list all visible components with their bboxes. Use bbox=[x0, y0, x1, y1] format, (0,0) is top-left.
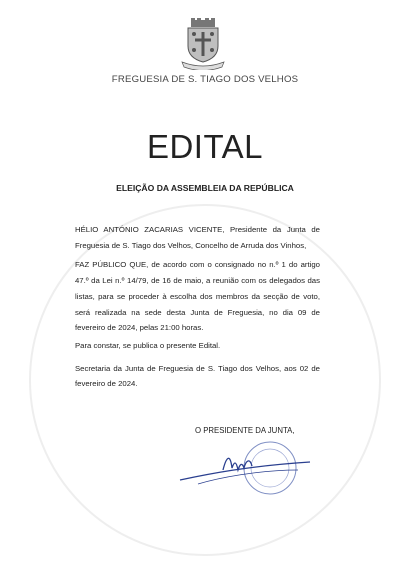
paragraph-place-date: Secretaria da Junta de Freguesia de S. Tiago dos Velhos, aos 02 de fevereiro de 2024. bbox=[75, 363, 320, 389]
handwritten-signature bbox=[178, 440, 318, 500]
paragraph-publication: Para constar, se publica o presente Edital. bbox=[75, 340, 221, 350]
document-subtitle: ELEIÇÃO DA ASSEMBLEIA DA REPÚBLICA bbox=[116, 183, 294, 193]
organization-name: FREGUESIA DE S. TIAGO DOS VELHOS bbox=[111, 74, 299, 85]
document-body bbox=[75, 222, 320, 392]
paragraph-intro: HÉLIO ANTÓNIO ZACARIAS VICENTE, Presidente da Junta de Freguesia de S. Tiago dos Velhos, Concelho de Arruda dos Vinhos, bbox=[75, 225, 320, 250]
signatory-label: O PRESIDENTE DA JUNTA, bbox=[195, 426, 295, 435]
document-title: EDITAL bbox=[146, 128, 264, 165]
parish-coat-of-arms-icon bbox=[178, 18, 228, 70]
paragraph-announcement: FAZ PÚBLICO QUE, de acordo com o consignado no n.º 1 do artigo 47.º da Lei n.º 14/79, de 16 de maio, a reunião com os delegados das listas, para se proceder à escolha dos membros da secção de voto, será realizada na sede desta Junta de Freguesia, no dia 09 de fevereiro de 2024, pelas 21:00 horas. bbox=[75, 260, 320, 333]
